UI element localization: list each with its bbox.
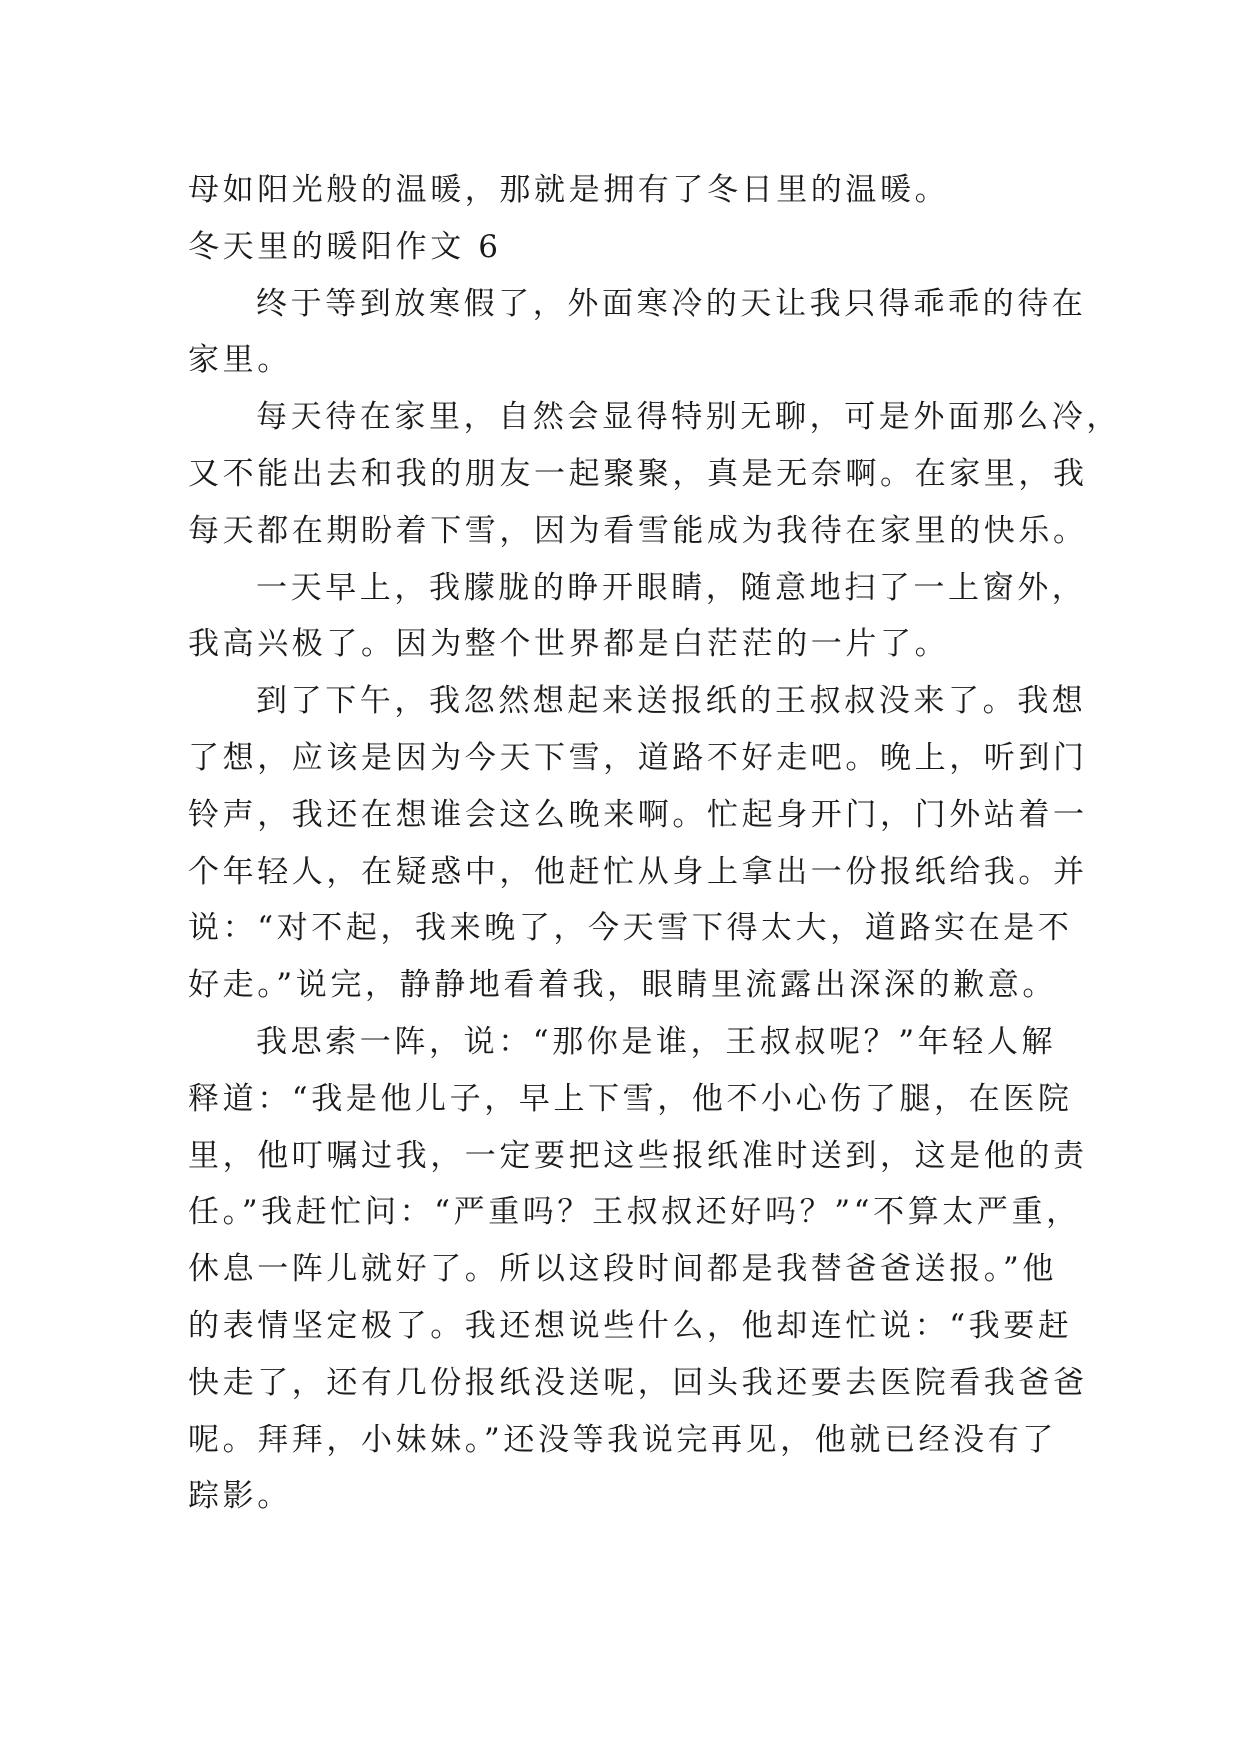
text-line-18: 里，他叮嘱过我，一定要把这些报纸准时送到，这是他的责 xyxy=(188,1137,1088,1174)
text-line-10: 到了下午，我忽然想起来送报纸的王叔叔没来了。我想 xyxy=(256,683,1087,720)
text-line-17: 释道：“我是他儿子，早上下雪，他不小心伤了腿，在医院 xyxy=(188,1080,1073,1117)
document-body xyxy=(188,162,1121,1525)
text-line-7: 每天都在期盼着下雪，因为看雪能成为我待在家里的快乐。 xyxy=(188,512,1088,549)
text-line-1: 母如阳光般的温暖，那就是拥有了冬日里的温暖。 xyxy=(188,172,950,208)
text-line-23: 呢。拜拜，小妹妹。”还没等我说完再见，他就已经没有了 xyxy=(188,1421,1057,1458)
text-line-20: 休息一阵儿就好了。所以这段时间都是我替爸爸送报。”他 xyxy=(188,1251,1057,1288)
text-line-12: 铃声，我还在想谁会这么晚来啊。忙起身开门，门外站着一 xyxy=(188,796,1088,833)
text-line-19: 任。”我赶忙问：“严重吗？王叔叔还好吗？”“不算太严重， xyxy=(188,1194,1081,1231)
text-line-8: 一天早上，我朦胧的睁开眼睛，随意地扫了一上窗外， xyxy=(256,569,1087,606)
text-line-15: 好走。”说完，静静地看着我，眼睛里流露出深深的歉意。 xyxy=(188,967,1057,1004)
text-line-6: 又不能出去和我的朋友一起聚聚，真是无奈啊。在家里，我 xyxy=(188,455,1088,492)
text-line-14: 说：“对不起，我来晚了，今天雪下得太大，道路实在是不 xyxy=(188,910,1073,947)
text-line-3: 终于等到放寒假了，外面寒冷的天让我只得乖乖的待在 xyxy=(256,285,1087,322)
text-line-16: 我思索一阵，说：“那你是谁，王叔叔呢？”年轻人解 xyxy=(256,1023,1057,1060)
section-title: 冬天里的暖阳作文 6 xyxy=(188,228,502,265)
text-line-11: 了想，应该是因为今天下雪，道路不好走吧。晚上，听到门 xyxy=(188,739,1088,776)
text-line-22: 快走了，还有几份报纸没送呢，回头我还要去医院看我爸爸 xyxy=(188,1364,1088,1401)
text-line-21: 的表情坚定极了。我还想说些什么，他却连忙说：“我要赶 xyxy=(188,1307,1073,1344)
text-line-5: 每天待在家里，自然会显得特别无聊，可是外面那么冷， xyxy=(256,399,1121,436)
text-line-24: 踪影。 xyxy=(188,1478,292,1515)
text-line-9: 我高兴极了。因为整个世界都是白茫茫的一片了。 xyxy=(188,626,950,663)
text-line-4: 家里。 xyxy=(188,342,292,379)
text-line-13: 个年轻人，在疑惑中，他赶忙从身上拿出一份报纸给我。并 xyxy=(188,853,1088,890)
